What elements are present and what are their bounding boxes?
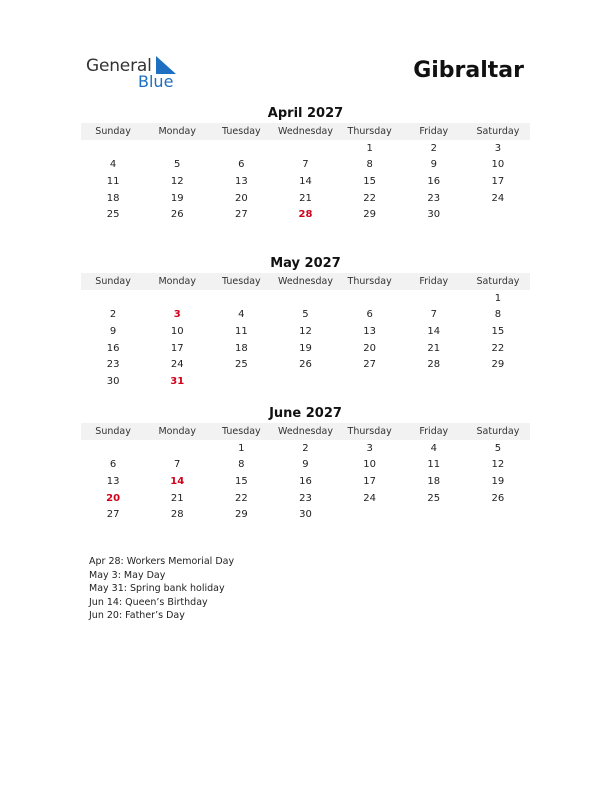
week-row (81, 457, 530, 474)
week-row (81, 473, 530, 490)
day-cell: 27 (106, 509, 120, 521)
day-cell: 1 (494, 292, 502, 304)
day-cell: 18 (106, 192, 120, 204)
day-cell: 2 (302, 442, 309, 454)
day-cell: 24 (491, 192, 505, 204)
country-title: Gibraltar (413, 58, 524, 83)
day-cell: 13 (234, 175, 248, 187)
day-cell: 30 (299, 509, 312, 521)
day-cell: 8 (494, 309, 502, 321)
holiday-list-item: Jun 14: Queen’s Birthday (89, 596, 208, 608)
day-cell: 9 (430, 159, 437, 171)
day-cell: 26 (491, 492, 505, 504)
month-title: April 2027 (267, 106, 344, 121)
day-cell: 19 (170, 192, 184, 204)
day-cell: 5 (302, 309, 309, 321)
day-cell: 16 (427, 175, 441, 187)
weekday-label: Wednesday (277, 276, 333, 287)
weekday-label: Monday (158, 426, 196, 437)
day-cell: 23 (427, 192, 441, 204)
day-cell: 25 (106, 209, 120, 221)
day-cell: 4 (430, 442, 437, 454)
weekday-label: Sunday (95, 426, 131, 437)
day-cell: 2 (430, 142, 437, 154)
weekday-label: Friday (419, 426, 449, 437)
day-cell: 24 (170, 359, 184, 371)
holiday-day-cell: 28 (298, 209, 313, 221)
day-cell: 6 (238, 159, 245, 171)
weekday-label: Wednesday (277, 426, 333, 437)
holiday-list-item: Jun 20: Father’s Day (89, 610, 185, 621)
week-row (81, 440, 530, 457)
month-title: May 2027 (270, 256, 341, 271)
day-cell: 8 (238, 459, 245, 471)
holiday-list-item: Apr 28: Workers Memorial Day (89, 556, 235, 567)
week-row (81, 506, 530, 523)
weekday-label: Tuesday (222, 126, 261, 137)
day-cell: 7 (174, 459, 181, 471)
month-block (81, 255, 530, 390)
weekday-label: Thursday (347, 276, 392, 287)
holiday-list-item: May 31: Spring bank holiday (89, 583, 225, 594)
day-cell: 10 (491, 159, 505, 171)
day-cell: 11 (106, 175, 120, 187)
day-cell: 22 (234, 492, 248, 504)
day-cell: 21 (299, 192, 312, 204)
day-cell: 12 (491, 459, 505, 471)
week-row (81, 340, 530, 357)
day-cell: 4 (109, 159, 117, 171)
day-cell: 30 (106, 375, 120, 387)
weekday-header (81, 273, 530, 290)
week-row (81, 307, 530, 324)
holiday-day-cell: 31 (170, 375, 185, 387)
day-cell: 25 (427, 492, 441, 504)
weekday-label: Tuesday (222, 426, 261, 437)
day-cell: 27 (363, 359, 376, 371)
week-row (81, 373, 530, 390)
day-cell: 10 (363, 459, 376, 471)
day-cell: 11 (427, 459, 441, 471)
weekday-label: Wednesday (277, 126, 333, 137)
day-cell: 7 (302, 159, 309, 171)
month-block (81, 105, 530, 223)
day-cell: 15 (363, 175, 376, 187)
week-row (81, 173, 530, 190)
holiday-day-cell: 3 (173, 309, 181, 321)
day-cell: 4 (238, 309, 245, 321)
weekday-label: Sunday (95, 276, 131, 287)
day-cell: 6 (109, 459, 117, 471)
day-cell: 15 (491, 325, 505, 337)
day-cell: 17 (363, 475, 376, 487)
weekday-label: Sunday (95, 126, 131, 137)
day-cell: 17 (491, 175, 505, 187)
day-cell: 19 (491, 475, 505, 487)
day-cell: 5 (494, 442, 502, 454)
day-cell: 29 (491, 359, 505, 371)
weekday-label: Tuesday (222, 276, 261, 287)
day-cell: 26 (170, 209, 184, 221)
weekday-label: Saturday (476, 126, 520, 137)
weekday-label: Friday (419, 276, 449, 287)
day-cell: 17 (170, 342, 184, 354)
day-cell: 25 (234, 359, 248, 371)
weekday-label: Saturday (476, 426, 520, 437)
week-row (81, 490, 530, 507)
day-cell: 1 (238, 442, 245, 454)
day-cell: 23 (299, 492, 312, 504)
day-cell: 3 (366, 442, 373, 454)
month-block (81, 405, 530, 523)
day-cell: 12 (299, 325, 312, 337)
day-cell: 20 (234, 192, 248, 204)
week-row (81, 290, 530, 307)
weekday-header (81, 423, 530, 440)
day-cell: 3 (494, 142, 502, 154)
day-cell: 7 (430, 309, 437, 321)
day-cell: 24 (363, 492, 376, 504)
week-row (81, 157, 530, 174)
day-cell: 1 (366, 142, 373, 154)
day-cell: 21 (170, 492, 184, 504)
day-cell: 29 (234, 509, 248, 521)
weekday-label: Thursday (347, 126, 392, 137)
holiday-day-cell: 14 (170, 475, 185, 487)
holiday-list-item: May 3: May Day (89, 569, 166, 581)
day-cell: 20 (363, 342, 376, 354)
day-cell: 29 (363, 209, 376, 221)
day-cell: 26 (299, 359, 312, 371)
day-cell: 28 (427, 359, 441, 371)
week-row (81, 190, 530, 207)
day-cell: 9 (109, 325, 117, 337)
day-cell: 21 (427, 342, 441, 354)
day-cell: 8 (366, 159, 373, 171)
brand-general: General (86, 56, 152, 76)
day-cell: 28 (170, 509, 184, 521)
day-cell: 14 (299, 175, 312, 187)
weekday-label: Monday (158, 126, 196, 137)
weekday-label: Friday (419, 126, 449, 137)
day-cell: 30 (427, 209, 441, 221)
day-cell: 2 (109, 309, 117, 321)
week-row (81, 323, 530, 340)
week-row (81, 206, 530, 223)
weekday-label: Thursday (347, 426, 392, 437)
day-cell: 13 (363, 325, 376, 337)
holiday-list (89, 555, 234, 623)
day-cell: 14 (427, 325, 441, 337)
day-cell: 16 (106, 342, 120, 354)
day-cell: 22 (491, 342, 505, 354)
day-cell: 6 (366, 309, 373, 321)
day-cell: 11 (234, 325, 248, 337)
day-cell: 5 (174, 159, 181, 171)
weekday-label: Monday (158, 276, 196, 287)
holiday-day-cell: 20 (106, 492, 121, 504)
day-cell: 23 (106, 359, 120, 371)
brand-logo (86, 56, 186, 92)
weekday-label: Saturday (476, 276, 520, 287)
day-cell: 18 (427, 475, 441, 487)
day-cell: 15 (234, 475, 248, 487)
week-row (81, 140, 530, 157)
day-cell: 19 (299, 342, 312, 354)
day-cell: 22 (363, 192, 376, 204)
month-title: June 2027 (269, 406, 342, 421)
day-cell: 16 (299, 475, 312, 487)
week-row (81, 356, 530, 373)
day-cell: 9 (302, 459, 309, 471)
weekday-header (81, 123, 530, 140)
day-cell: 13 (106, 475, 120, 487)
day-cell: 10 (170, 325, 184, 337)
day-cell: 12 (170, 175, 184, 187)
day-cell: 18 (234, 342, 248, 354)
brand-blue: Blue (138, 72, 174, 91)
day-cell: 27 (234, 209, 248, 221)
